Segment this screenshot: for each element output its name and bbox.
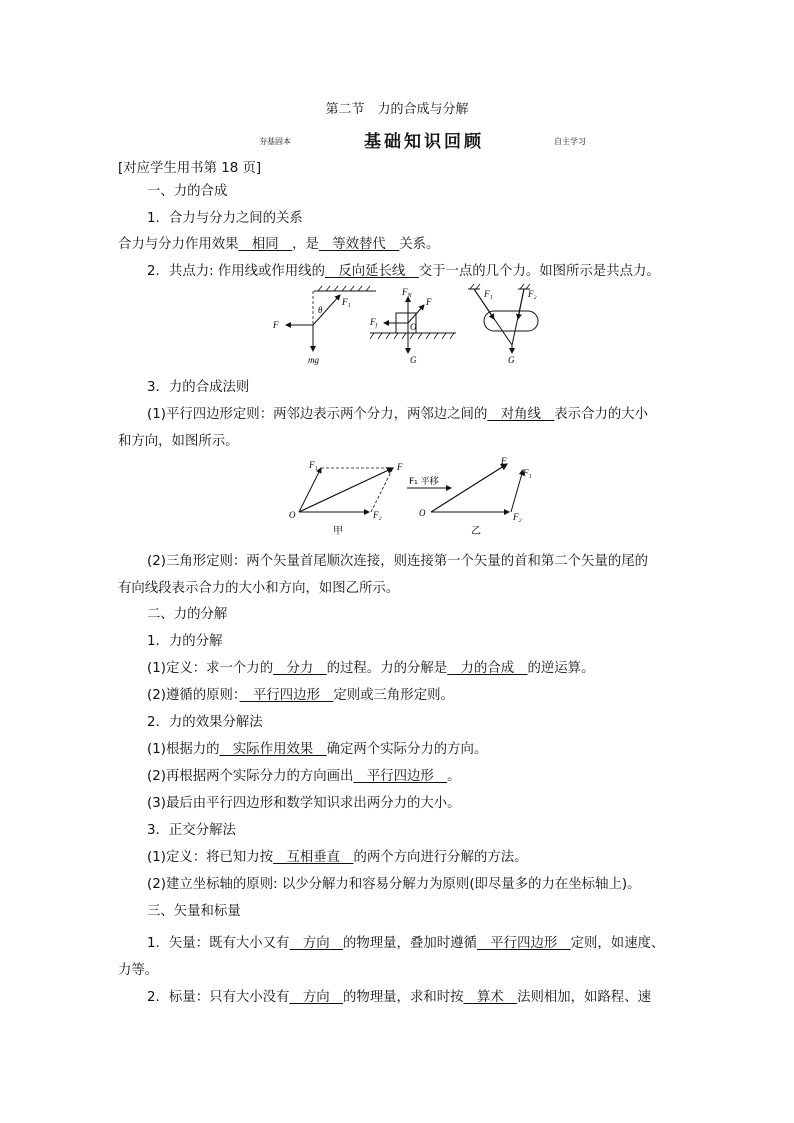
label-shift: F₁ 平移 [409, 477, 439, 487]
label-G: G [410, 355, 417, 365]
label-G-right: G [508, 355, 515, 365]
label-jia: 甲 [333, 526, 343, 537]
s2-title-2: 2．力的效果分解法 [147, 715, 263, 730]
para-4-cont: 有向线段表示合力的大小和方向，如图乙所示。 [118, 581, 400, 596]
s2-line-5: (3)最后由平行四边形和数学知识求出两分力的大小。 [147, 796, 461, 811]
s3-line-1-cont: 力等。 [118, 963, 159, 978]
section-title: 第二节 力的合成与分解 [325, 102, 469, 117]
label-theta: θ [318, 305, 323, 315]
label-F1: F₁ [342, 297, 351, 307]
blank-answer: 分力 [273, 661, 327, 676]
concurrent-forces-figure [268, 283, 548, 373]
blank-answer: 力的合成 [447, 661, 528, 676]
s2-line-6: (1)定义：将已知力按 互相垂直 的两个方向进行分解的方法。 [147, 850, 528, 865]
band-center-heading: 基础知识回顾 [364, 132, 484, 152]
para-1: 合力与分力作用效果 相同 ，是 等效替代 关系。 [118, 237, 440, 252]
blank-answer: 反向延长线 [324, 264, 419, 279]
para-4: (2)三角形定则：两个矢量首尾顺次连接，则连接第一个矢量的首和第二个矢量的尾的 [147, 554, 649, 569]
label-F2-yi: F₂ [513, 512, 522, 522]
s2-line-7: (2)建立坐标轴的原则: 以少分解力和容易分解力为原则(即尽量多的力在坐标轴上)。 [147, 877, 641, 892]
label-yi: 乙 [471, 526, 481, 537]
s2-title-1: 1．力的分解 [147, 634, 223, 649]
label-F-mid: F [426, 297, 432, 307]
blank-answer: 方向 [289, 936, 343, 951]
s2-line-1: (1)定义：求一个力的 分力 的过程。力的分解是 力的合成 的逆运算。 [147, 661, 595, 676]
label-F-jia: F [397, 462, 403, 472]
label-F: F [273, 320, 279, 330]
label-F1-jia: F₁ [309, 460, 318, 470]
blank-answer: 对角线 [487, 407, 555, 422]
blank-answer: 方向 [289, 990, 343, 1005]
label-O: O [410, 322, 417, 332]
label-F-yi: F [501, 456, 507, 466]
label-Ff: $F_f$ [370, 317, 378, 329]
s2-line-3: (1)根据力的 实际作用效果 确定两个实际分力的方向。 [147, 742, 488, 757]
para-1-title: 1．合力与分力之间的关系 [147, 211, 303, 226]
band-left-label: 夯基固本 [259, 137, 291, 146]
label-O-yi: O [419, 508, 426, 518]
blank-answer: 平行四边形 [476, 936, 571, 951]
heading-3: 三、矢量和标量 [147, 904, 241, 919]
blank-answer: 平行四边形 [239, 688, 334, 703]
blank-answer: 实际作用效果 [219, 742, 327, 757]
label-F2-right: F₂ [528, 289, 537, 299]
para-3-cont: 和方向，如图所示。 [118, 434, 239, 449]
s2-title-3: 3．正交分解法 [147, 823, 236, 838]
blank-answer: 等效替代 [318, 237, 400, 252]
label-F2-jia: F₂ [373, 510, 382, 520]
s2-line-2: (2)遵循的原则： 平行四边形 定则或三角形定则。 [147, 688, 454, 703]
blank-answer: 平行四边形 [353, 769, 448, 784]
label-mg: mg [308, 355, 319, 365]
heading-2: 二、力的分解 [147, 607, 228, 622]
s2-line-4: (2)再根据两个实际分力的方向画出 平行四边形 。 [147, 769, 461, 784]
heading-1: 一、力的合成 [147, 184, 228, 199]
para-2: 2．共点力: 作用线或作用线的 反向延长线 交于一点的几个力。如图所示是共点力。 [147, 264, 660, 279]
blank-answer: 算术 [463, 990, 518, 1005]
s3-line-2: 2．标量：只有大小没有 方向 的物理量，求和时按 算术 法则相加，如路程、速 [147, 990, 651, 1005]
label-O-jia: O [289, 510, 296, 520]
band-right-label: 自主学习 [554, 137, 586, 146]
blank-answer: 互相垂直 [273, 850, 354, 865]
label-F1-right: F₁ [484, 289, 493, 299]
s3-line-1: 1．矢量：既有大小又有 方向 的物理量，叠加时遵循 平行四边形 定则，如速度、 [147, 936, 665, 951]
label-FN: $F_N$ [402, 287, 412, 299]
blank-answer: 相同 [238, 237, 293, 252]
page-reference: [对应学生用书第 18 页] [118, 161, 262, 176]
para-3: (1)平行四边形定则：两邻边表示两个分力，两邻边之间的 对角线 表示合力的大小 [147, 407, 649, 422]
label-F1-yi: F₁ [523, 468, 532, 478]
para-3-title: 3．力的合成法则 [147, 380, 250, 395]
parallelogram-figure [285, 456, 540, 540]
